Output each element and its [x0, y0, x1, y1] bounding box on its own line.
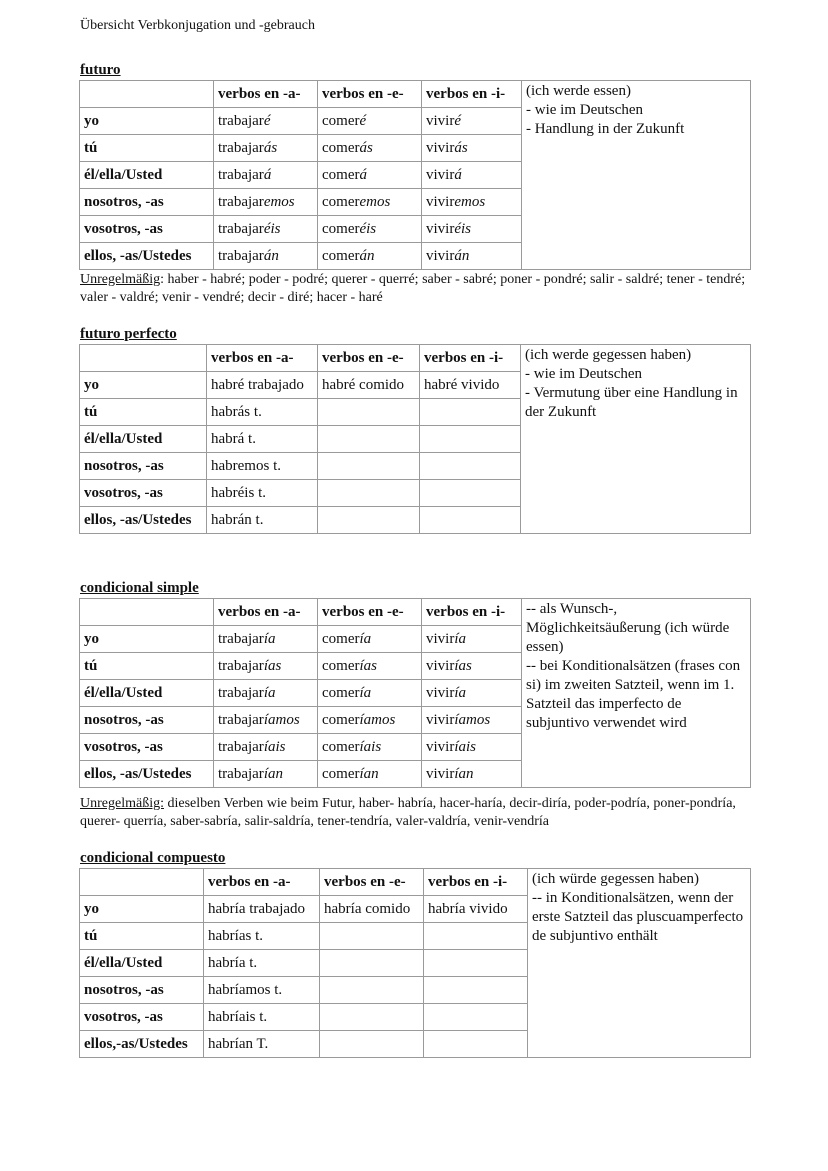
conjugation-cell — [214, 108, 318, 135]
pronoun-cell: nosotros, -as — [80, 977, 204, 1004]
conjugation-cell — [214, 243, 318, 270]
verb-stem: habrían T. — [208, 1035, 269, 1052]
verb-ending: emos — [454, 193, 486, 210]
conjugation-cell — [420, 399, 521, 426]
verb-ending: íais — [454, 738, 477, 755]
column-header: verbos en -e- — [318, 81, 422, 108]
conjugation-table-futuro-perfecto — [79, 344, 751, 534]
verb-ending: é — [359, 112, 367, 129]
pronoun-cell: tú — [80, 135, 214, 162]
verb-ending: ías — [263, 657, 282, 674]
table-header-row — [80, 81, 751, 108]
conjugation-cell — [424, 896, 528, 923]
verb-stem: habré comido — [322, 376, 405, 393]
verb-ending: éis — [454, 220, 472, 237]
conjugation-cell — [422, 108, 522, 135]
conjugation-cell — [424, 923, 528, 950]
conjugation-cell — [207, 426, 318, 453]
verb-stem: comer — [322, 247, 360, 264]
conjugation-cell — [318, 761, 422, 788]
conjugation-cell — [318, 626, 422, 653]
pronoun-cell: él/ella/Usted — [80, 680, 214, 707]
irregular-label: Unregelmäßig: — [80, 796, 164, 811]
verb-ending: á — [263, 166, 272, 183]
conjugation-cell — [318, 680, 422, 707]
conjugation-cell — [207, 507, 318, 534]
usage-note-line: -- bei Konditionalsätzen (frases con si) im zweiten Satzteil, wenn im 1. Satzteil das imperfecto de subjuntivo verwendet wird — [526, 658, 741, 731]
verb-ending: ías — [359, 657, 377, 674]
pronoun-cell: nosotros, -as — [80, 707, 214, 734]
verb-ending: íamos — [263, 711, 300, 728]
conjugation-cell — [207, 480, 318, 507]
column-header: verbos en -i- — [422, 81, 522, 108]
verb-stem: vivir — [426, 738, 455, 755]
usage-note — [522, 81, 751, 270]
conjugation-cell — [420, 480, 521, 507]
verb-stem: comer — [322, 139, 360, 156]
conjugation-cell — [214, 761, 318, 788]
pronoun-cell: nosotros, -as — [80, 189, 214, 216]
conjugation-cell — [214, 135, 318, 162]
empty-corner-cell — [80, 81, 214, 108]
pronoun-cell: vosotros, -as — [80, 216, 214, 243]
verb-ending: á — [454, 166, 462, 183]
conjugation-cell — [204, 977, 320, 1004]
conjugation-cell — [204, 896, 320, 923]
verb-stem: vivir — [426, 220, 455, 237]
verb-ending: ías — [454, 657, 472, 674]
conjugation-cell — [422, 162, 522, 189]
conjugation-cell — [318, 453, 420, 480]
conjugation-cell — [214, 653, 318, 680]
verb-ending: emos — [263, 193, 295, 210]
conjugation-cell — [318, 426, 420, 453]
conjugation-cell — [424, 1031, 528, 1058]
verb-ending: éis — [359, 220, 377, 237]
conjugation-cell — [207, 453, 318, 480]
conjugation-cell — [420, 372, 521, 399]
conjugation-cell — [320, 896, 424, 923]
page-header: Übersicht Verbkonjugation und -gebrauch — [80, 18, 315, 33]
conjugation-cell — [320, 977, 424, 1004]
verb-ending: ía — [263, 684, 276, 701]
verb-stem: trabajar — [218, 112, 264, 129]
section-title-condicional-simple: condicional simple — [80, 580, 199, 596]
verb-stem: comer — [322, 112, 360, 129]
usage-note-line: - Vermutung über eine Handlung in der Zukunft — [525, 385, 738, 420]
conjugation-cell — [422, 189, 522, 216]
pronoun-cell: nosotros, -as — [80, 453, 207, 480]
conjugation-cell — [318, 162, 422, 189]
verb-stem: comer — [322, 684, 360, 701]
conjugation-cell — [214, 189, 318, 216]
section-title-futuro: futuro — [80, 62, 121, 78]
conjugation-cell — [420, 426, 521, 453]
table-header-row — [80, 345, 751, 372]
usage-note-line: -- als Wunsch-, Möglichkeitsäußerung (ich würde essen) — [526, 601, 730, 655]
irregular-text: dieselben Verben wie beim Futur, haber- habría, hacer-haría, decir-diría, poder-podría, poner-pondría, querer- querría, saber-sabría, salir-saldría, tener-tendría, valer-valdría, venir-vendría — [80, 796, 736, 829]
pronoun-cell: yo — [80, 896, 204, 923]
table-header-row — [80, 599, 751, 626]
conjugation-cell — [420, 507, 521, 534]
pronoun-cell: yo — [80, 372, 207, 399]
empty-corner-cell — [80, 345, 207, 372]
conjugation-cell — [204, 1004, 320, 1031]
irregular-text: : haber - habré; poder - podré; querer - querré; saber - sabré; poner - pondré; salir - saldré; tener - tendré; valer - valdré; venir - vendré; decir - diré; hacer - haré — [80, 272, 746, 305]
verb-stem: habría trabajado — [208, 900, 306, 917]
usage-note-line: - Handlung in der Zukunft — [526, 121, 685, 137]
verb-ending: ía — [454, 630, 467, 647]
verb-stem: vivir — [426, 765, 455, 782]
pronoun-cell: ellos,-as/Ustedes — [80, 1031, 204, 1058]
conjugation-cell — [318, 507, 420, 534]
pronoun-cell: yo — [80, 108, 214, 135]
conjugation-cell — [422, 653, 522, 680]
verb-stem: trabajar — [218, 657, 264, 674]
conjugation-cell — [214, 626, 318, 653]
conjugation-cell — [422, 216, 522, 243]
verb-stem: habré vivido — [424, 376, 500, 393]
column-header: verbos en -e- — [318, 345, 420, 372]
empty-corner-cell — [80, 599, 214, 626]
verb-ending: ás — [263, 139, 278, 156]
verb-stem: vivir — [426, 112, 455, 129]
conjugation-cell — [422, 680, 522, 707]
verb-stem: habrá t. — [211, 430, 256, 447]
verb-stem: trabajar — [218, 193, 264, 210]
section-title-condicional-compuesto: condicional compuesto — [80, 850, 226, 866]
pronoun-cell: ellos, -as/Ustedes — [80, 243, 214, 270]
verb-stem: habría t. — [208, 954, 258, 971]
conjugation-cell — [207, 399, 318, 426]
verb-stem: vivir — [426, 657, 455, 674]
verb-ending: íais — [359, 738, 382, 755]
conjugation-cell — [207, 372, 318, 399]
empty-corner-cell — [80, 869, 204, 896]
usage-note-line: - wie im Deutschen — [526, 102, 644, 118]
column-header: verbos en -a- — [214, 81, 318, 108]
pronoun-cell: vosotros, -as — [80, 1004, 204, 1031]
irregular-note-futuro — [80, 271, 770, 307]
pronoun-cell: vosotros, -as — [80, 480, 207, 507]
conjugation-cell — [424, 1004, 528, 1031]
usage-note-line: (ich werde essen) — [526, 83, 631, 99]
verb-ending: á — [359, 166, 367, 183]
pronoun-cell: tú — [80, 653, 214, 680]
verb-stem: vivir — [426, 711, 455, 728]
usage-note-line: - wie im Deutschen — [525, 366, 643, 382]
verb-stem: habremos t. — [211, 457, 281, 474]
usage-note-line: (ich werde gegessen haben) — [525, 347, 692, 363]
verb-ending: íamos — [359, 711, 396, 728]
conjugation-cell — [214, 162, 318, 189]
column-header: verbos en -a- — [214, 599, 318, 626]
verb-ending: íamos — [454, 711, 491, 728]
pronoun-cell: vosotros, -as — [80, 734, 214, 761]
column-header: verbos en -i- — [424, 869, 528, 896]
verb-stem: vivir — [426, 166, 455, 183]
verb-ending: ía — [359, 630, 372, 647]
pronoun-cell: ellos, -as/Ustedes — [80, 761, 214, 788]
usage-note — [521, 345, 751, 534]
conjugation-cell — [318, 216, 422, 243]
verb-stem: vivir — [426, 630, 455, 647]
conjugation-cell — [320, 1004, 424, 1031]
verb-ending: ía — [263, 630, 276, 647]
conjugation-cell — [422, 761, 522, 788]
verb-ending: ían — [454, 765, 474, 782]
pronoun-cell: ellos, -as/Ustedes — [80, 507, 207, 534]
verb-stem: trabajar — [218, 738, 264, 755]
verb-stem: trabajar — [218, 220, 264, 237]
column-header: verbos en -e- — [320, 869, 424, 896]
verb-ending: íais — [263, 738, 286, 755]
conjugation-cell — [318, 243, 422, 270]
verb-stem: habría comido — [324, 900, 411, 917]
column-header: verbos en -e- — [318, 599, 422, 626]
column-header: verbos en -a- — [204, 869, 320, 896]
verb-stem: trabajar — [218, 166, 264, 183]
conjugation-cell — [214, 680, 318, 707]
conjugation-cell — [422, 135, 522, 162]
verb-stem: habrías t. — [208, 927, 263, 944]
verb-stem: comer — [322, 711, 360, 728]
verb-stem: comer — [322, 657, 360, 674]
conjugation-cell — [318, 480, 420, 507]
conjugation-cell — [422, 243, 522, 270]
verb-stem: vivir — [426, 247, 455, 264]
verb-ending: ía — [359, 684, 372, 701]
verb-stem: habría vivido — [428, 900, 508, 917]
verb-stem: vivir — [426, 684, 455, 701]
pronoun-cell: tú — [80, 399, 207, 426]
conjugation-cell — [320, 923, 424, 950]
verb-stem: habré trabajado — [211, 376, 304, 393]
conjugation-cell — [422, 734, 522, 761]
pronoun-cell: él/ella/Usted — [80, 162, 214, 189]
verb-stem: trabajar — [218, 684, 264, 701]
conjugation-cell — [320, 1031, 424, 1058]
verb-stem: trabajar — [218, 139, 264, 156]
verb-stem: trabajar — [218, 711, 264, 728]
verb-stem: habrán t. — [211, 511, 264, 528]
verb-ending: éis — [263, 220, 281, 237]
pronoun-cell: yo — [80, 626, 214, 653]
verb-stem: comer — [322, 166, 360, 183]
conjugation-cell — [318, 372, 420, 399]
irregular-label: Unregelmäßig — [80, 272, 161, 287]
conjugation-cell — [318, 189, 422, 216]
conjugation-table-futuro — [79, 80, 751, 270]
verb-stem: habríamos t. — [208, 981, 283, 998]
conjugation-cell — [320, 950, 424, 977]
verb-stem: comer — [322, 220, 360, 237]
verb-ending: é — [263, 112, 271, 129]
verb-stem: comer — [322, 630, 360, 647]
conjugation-cell — [204, 923, 320, 950]
verb-ending: ían — [263, 765, 283, 782]
verb-stem: comer — [322, 765, 360, 782]
verb-ending: ía — [454, 684, 467, 701]
verb-stem: trabajar — [218, 630, 264, 647]
verb-stem: habrás t. — [211, 403, 262, 420]
pronoun-cell: tú — [80, 923, 204, 950]
verb-stem: trabajar — [218, 765, 264, 782]
verb-ending: án — [263, 247, 279, 264]
verb-stem: habríais t. — [208, 1008, 268, 1025]
verb-ending: ían — [359, 765, 379, 782]
conjugation-cell — [214, 734, 318, 761]
conjugation-cell — [214, 707, 318, 734]
conjugation-cell — [204, 1031, 320, 1058]
usage-note-line: (ich würde gegessen haben) — [532, 871, 700, 887]
conjugation-cell — [424, 977, 528, 1004]
column-header: verbos en -i- — [422, 599, 522, 626]
verb-stem: vivir — [426, 193, 455, 210]
conjugation-cell — [424, 950, 528, 977]
conjugation-cell — [422, 626, 522, 653]
conjugation-cell — [420, 453, 521, 480]
conjugation-cell — [214, 216, 318, 243]
verb-ending: án — [454, 247, 470, 264]
verb-ending: án — [359, 247, 375, 264]
verb-ending: ás — [359, 139, 373, 156]
usage-note — [528, 869, 751, 1058]
conjugation-cell — [318, 108, 422, 135]
verb-stem: comer — [322, 738, 360, 755]
usage-note — [522, 599, 751, 788]
conjugation-cell — [318, 734, 422, 761]
table-header-row — [80, 869, 751, 896]
section-title-futuro-perfecto: futuro perfecto — [80, 326, 177, 342]
pronoun-cell: él/ella/Usted — [80, 950, 204, 977]
conjugation-cell — [422, 707, 522, 734]
pronoun-cell: él/ella/Usted — [80, 426, 207, 453]
conjugation-cell — [318, 399, 420, 426]
irregular-note-condicional-simple — [80, 795, 770, 831]
verb-ending: emos — [359, 193, 391, 210]
verb-ending: é — [454, 112, 462, 129]
column-header: verbos en -i- — [420, 345, 521, 372]
verb-stem: comer — [322, 193, 360, 210]
conjugation-table-condicional-compuesto — [79, 868, 751, 1058]
conjugation-cell — [318, 135, 422, 162]
verb-stem: vivir — [426, 139, 455, 156]
column-header: verbos en -a- — [207, 345, 318, 372]
verb-stem: habréis t. — [211, 484, 266, 501]
conjugation-cell — [204, 950, 320, 977]
verb-ending: ás — [454, 139, 468, 156]
usage-note-line: -- in Konditionalsätzen, wenn der erste Satzteil das pluscuamperfecto de subjuntivo enthält — [532, 890, 744, 944]
conjugation-cell — [318, 653, 422, 680]
verb-stem: trabajar — [218, 247, 264, 264]
conjugation-cell — [318, 707, 422, 734]
conjugation-table-condicional-simple — [79, 598, 751, 788]
